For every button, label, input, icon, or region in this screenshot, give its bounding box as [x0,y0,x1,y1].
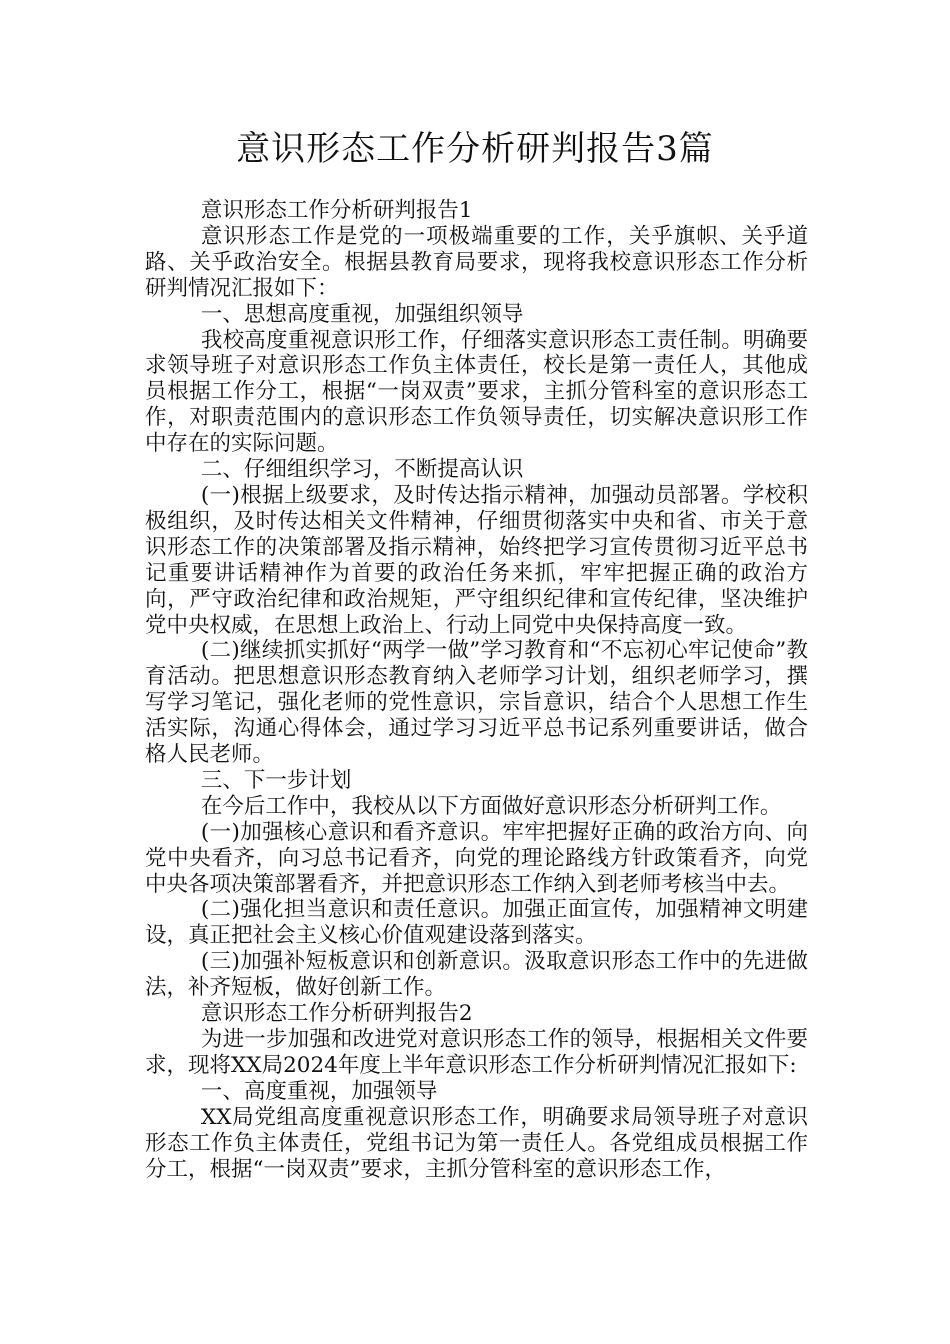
paragraph: (一)根据上级要求，及时传达指示精神，加强动员部署。学校积极组织，及时传达相关文件精神，仔细贯彻落实中央和省、市关于意识形态工作的决策部署及指示精神，始终把学习宣传贯彻习近平总书记重要讲话精神作为首要的政治任务来抓，牢牢把握正确的政治方向，严守政治纪律和政治规矩，严守组织纪律和宣传纪律，坚决维护党中央权威，在思想上政治上、行动上同党中央保持高度一致。 [145,482,808,638]
report-1-heading: 意识形态工作分析研判报告1 [200,198,473,223]
paragraph: (一)加强核心意识和看齐意识。牢牢把握好正确的政治方向、向党中央看齐，向习总书记看齐，向党的理论路线方针政策看齐，向党中央各项决策部署看齐，并把意识形态工作纳入到老师考核当中去。 [145,819,808,897]
paragraph: 在今后工作中，我校从以下方面做好意识形态分析研判工作。 [200,793,782,819]
paragraph-intro: 意识形态工作是党的一项极端重要的工作，关乎旗帜、关乎道路、关乎政治安全。根据县教育局要求，现将我校意识形态工作分析研判情况汇报如下： [145,223,808,301]
paragraph: (二)强化担当意识和责任意识。加强正面宣传，加强精神文明建设，真正把社会主义核心价值观建设落到落实。 [145,897,808,949]
paragraph: XX局党组高度重视意识形态工作，明确要求局领导班子对意识形态工作负主体责任，党组书记为第一责任人。各党组成员根据工作分工，根据“一岗双责”要求，主抓分管科室的意识形态工作， [145,1104,808,1182]
paragraph: (二)继续抓实抓好“两学一做”学习教育和“不忘初心牢记使命”教育活动。把思想意识形态教育纳入老师学习计划，组织老师学习，撰写学习笔记，强化老师的党性意识，宗旨意识，结合个人思想工作生活实际，沟通心得体会，通过学习习近平总书记系列重要讲话，做合格人民老师。 [145,638,808,768]
section-heading-3: 三、下一步计划 [200,767,352,793]
section-heading-1: 一、高度重视，加强领导 [200,1078,438,1104]
paragraph-intro: 为进一步加强和改进党对意识形态工作的领导，根据相关文件要求，现将XX局2024年度上半年意识形态工作分析研判情况汇报如下: [145,1027,808,1078]
document-title: 意识形态工作分析研判报告3篇 [236,129,714,169]
section-heading-2: 二、仔细组织学习，不断提高认识 [200,457,524,483]
document-body [145,198,808,1182]
report-2-heading: 意识形态工作分析研判报告2 [200,1001,473,1027]
section-heading-1: 一、思想高度重视，加强组织领导 [200,301,524,327]
paragraph: (三)加强补短板意识和创新意识。汲取意识形态工作中的先进做法，补齐短板，做好创新工作。 [145,949,808,1001]
paragraph: 我校高度重视意识形工作，仔细落实意识形态工责任制。明确要求领导班子对意识形态工作负主体责任，校长是第一责任人，其他成员根据工作分工，根据“一岗双责”要求，主抓分管科室的意识形态工作，对职责范围内的意识形态工作负领导责任，切实解决意识形工作中存在的实际问题。 [145,327,808,457]
